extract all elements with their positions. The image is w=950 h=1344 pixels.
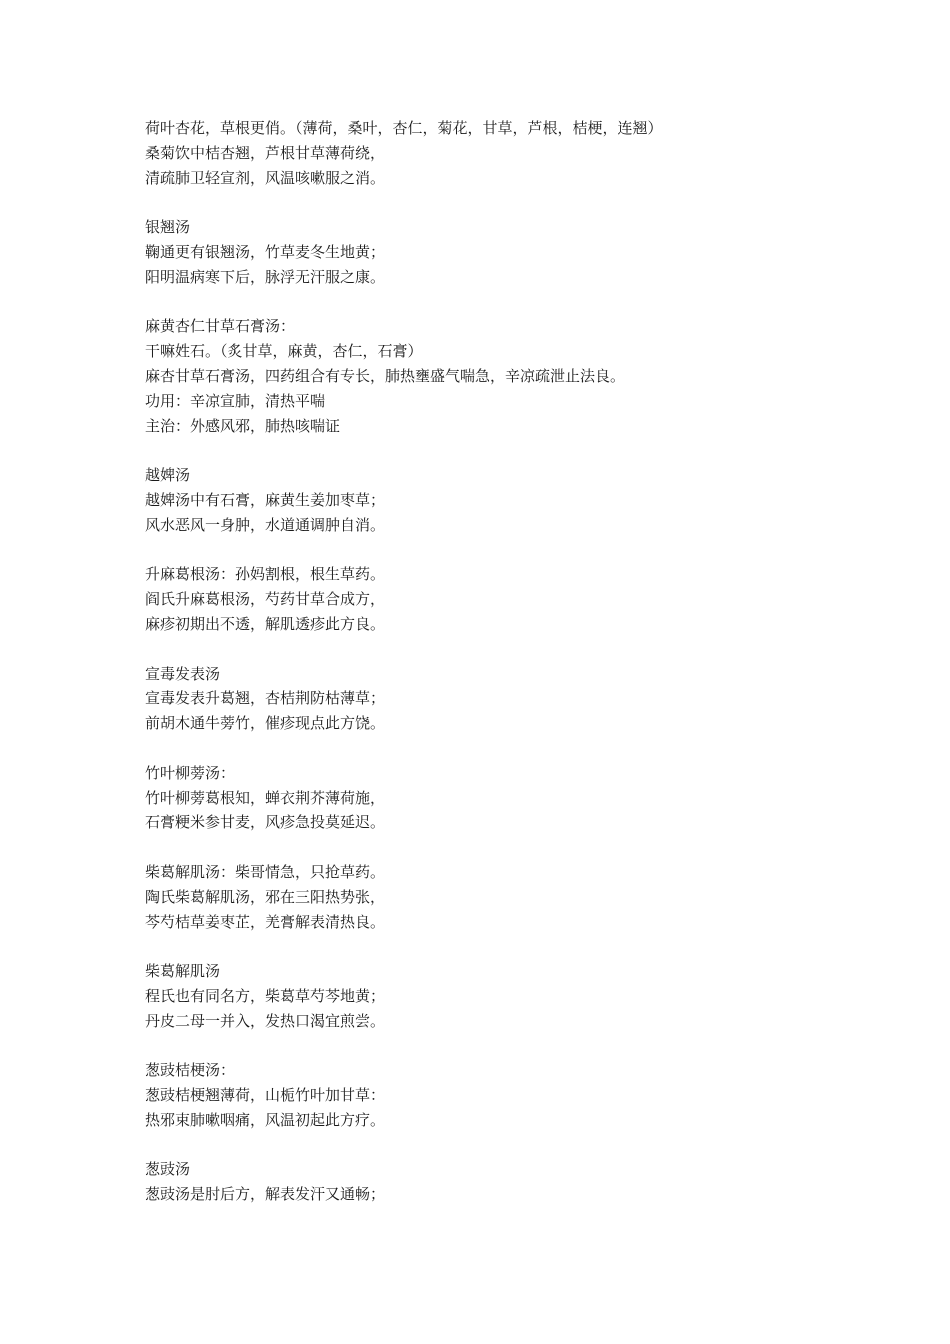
- blank-line: [145, 835, 845, 860]
- text-line: 麻疹初期出不透，解肌透疹此方良。: [145, 614, 386, 633]
- text-line: 石膏粳米参甘麦，风疹急投莫延迟。: [145, 813, 386, 832]
- text-line: 葱豉桔梗汤：: [145, 1061, 236, 1080]
- text-line: 丹皮二母一并入，发热口渴宜煎尝。: [145, 1011, 386, 1030]
- blank-line: [145, 736, 845, 761]
- blank-line: [145, 1033, 845, 1058]
- text-line: 宣毒发表汤: [145, 664, 221, 683]
- text-line: 桑菊饮中桔杏翘，芦根甘草薄荷绕，: [145, 143, 386, 162]
- text-line: 越婢汤: [145, 466, 191, 485]
- text-line: 麻黄杏仁甘草石膏汤：: [145, 317, 296, 336]
- text-line: 阎氏升麻葛根汤，芍药甘草合成方，: [145, 590, 386, 609]
- blank-line: [145, 290, 845, 315]
- text-line: 主治：外感风邪，肺热咳喘证: [145, 416, 341, 435]
- text-line: 竹叶柳蒡汤：: [145, 763, 236, 782]
- text-line: 葱豉汤是肘后方，解表发汗又通畅；: [145, 1185, 386, 1204]
- text-line: 阳明温病寒下后，脉浮无汗服之康。: [145, 267, 386, 286]
- text-line: 陶氏柴葛解肌汤，邪在三阳热势张，: [145, 887, 386, 906]
- text-line: 清疏肺卫轻宣剂，风温咳嗽服之消。: [145, 168, 386, 187]
- text-line: 功用：辛凉宣肺，清热平喘: [145, 391, 326, 410]
- blank-line: [145, 637, 845, 662]
- text-line: 热邪束肺嗽咽痛，风温初起此方疗。: [145, 1110, 386, 1129]
- text-line: 麻杏甘草石膏汤，四药组合有专长，肺热壅盛气喘急，辛凉疏泄止法良。: [145, 366, 626, 385]
- blank-line: [145, 1133, 845, 1158]
- document-text: [145, 116, 845, 1207]
- text-line: 程氏也有同名方，柴葛草芍芩地黄；: [145, 986, 386, 1005]
- blank-line: [145, 438, 845, 463]
- text-line: 柴葛解肌汤: [145, 962, 221, 981]
- text-line: 鞠通更有银翘汤，竹草麦冬生地黄；: [145, 242, 386, 261]
- text-line: 升麻葛根汤：孙妈割根，根生草药。: [145, 565, 386, 584]
- text-line: 越婢汤中有石膏，麻黄生姜加枣草；: [145, 490, 386, 509]
- text-line: 干嘛姓石。（炙甘草，麻黄，杏仁，石膏）: [145, 342, 423, 361]
- text-line: 芩芍桔草姜枣芷，羌膏解表清热良。: [145, 912, 386, 931]
- text-line: 葱豉桔梗翘薄荷，山栀竹叶加甘草：: [145, 1086, 386, 1105]
- text-line: 宣毒发表升葛翘，杏桔荆防枯薄草；: [145, 689, 386, 708]
- text-line: 前胡木通牛蒡竹，催疹现点此方饶。: [145, 714, 386, 733]
- blank-line: [145, 538, 845, 563]
- text-line: 葱豉汤: [145, 1160, 191, 1179]
- text-line: 柴葛解肌汤：柴哥情急，只抢草药。: [145, 862, 386, 881]
- text-line: 荷叶杏花，草根更俏。（薄荷，桑叶，杏仁，菊花，甘草，芦根，桔梗，连翘）: [145, 119, 663, 137]
- blank-line: [145, 934, 845, 959]
- text-line: 竹叶柳蒡葛根知，蝉衣荆芥薄荷施，: [145, 788, 386, 807]
- text-line: 风水恶风一身肿，水道通调肿自消。: [145, 515, 386, 534]
- text-line: 银翘汤: [145, 218, 191, 237]
- blank-line: [145, 190, 845, 215]
